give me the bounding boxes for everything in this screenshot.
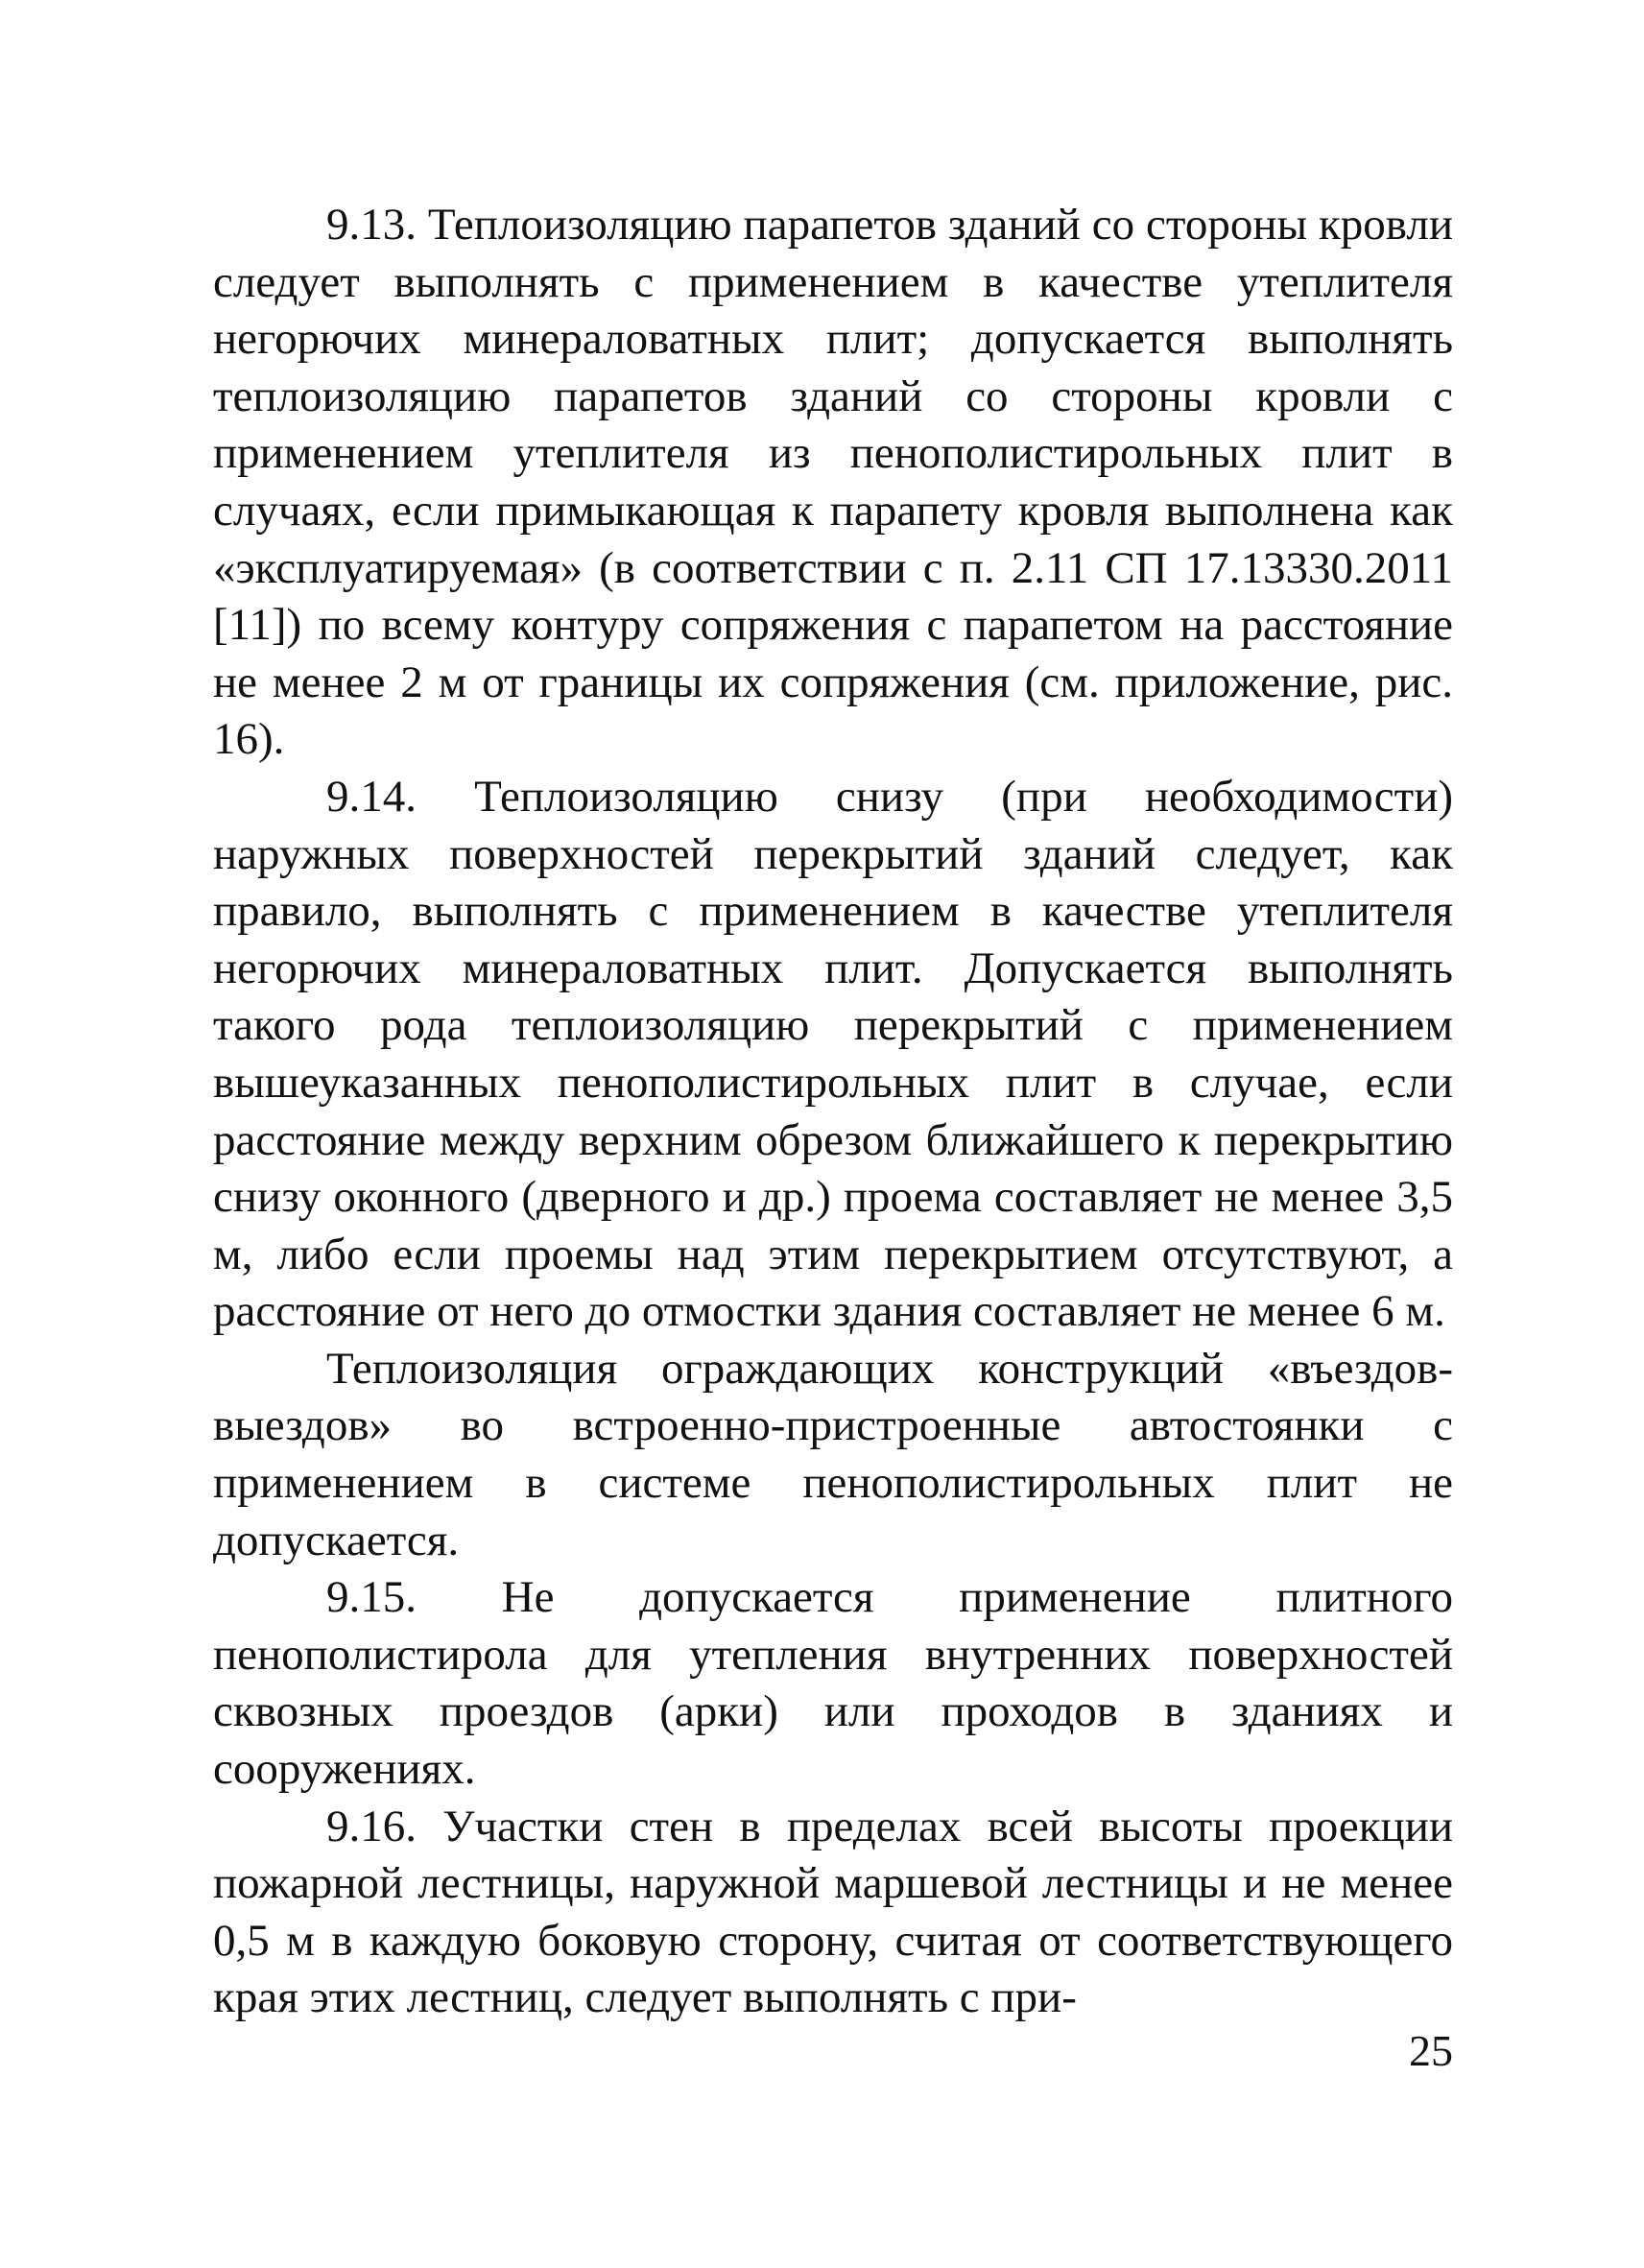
body-text: [213, 197, 1453, 2027]
paragraph-9-14-note: Теплоизоляция ограждающих конструкций «въездов-выездов» во встроенно-пристроенные автостоянки с применением в системе пенополистирольных плит не допускается.: [213, 1343, 1453, 1565]
paragraph-9-15: 9.15. Не допускается применение плитного пенополистирола для утепления внутренних поверхностей сквозных проездов (арки) или проходов в зданиях и сооружениях.: [213, 1572, 1453, 1795]
paragraph-9-13: 9.13. Теплоизоляцию парапетов зданий со стороны кровли следует выполнять с применением в качестве утеплителя негорючих минераловатных плит; допускается выполнять теплоизоляцию парапетов зданий со стороны кровли с применением утеплителя из пенополистирольных плит в случаях, если примыкающая к парапету кровля выполнена как «эксплуатируемая» (в соответствии с п. 2.11 СП 17.13330.2011 [11]) по всему контуру сопряжения с парапетом на расстояние не менее 2 м от границы их сопряжения (см. приложение, рис. 16).: [213, 200, 1453, 765]
paragraph-9-14: 9.14. Теплоизоляцию снизу (при необходимости) наружных поверхностей перекрытий зданий следует, как правило, выполнять с применением в качестве утеплителя негорючих минераловатных плит. Допускается выполнять такого рода теплоизоляцию перекрытий с применением вышеуказанных пенополистирольных плит в случае, если расстояние между верхним обрезом ближайшего к перекрытию снизу оконного (дверного и др.) проема составляет не менее 3,5 м, либо если проемы над этим перекрытием отсутствуют, а расстояние от него до отмостки здания составляет не менее 6 м.: [213, 771, 1453, 1337]
page-number: 25: [1409, 2026, 1453, 2075]
paragraph-9-16: 9.16. Участки стен в пределах всей высоты проекции пожарной лестницы, наружной маршевой лестницы и не менее 0,5 м в каждую боковую сторону, считая от соответствующего края этих лестниц, следует выполнять с при-: [213, 1801, 1453, 2023]
